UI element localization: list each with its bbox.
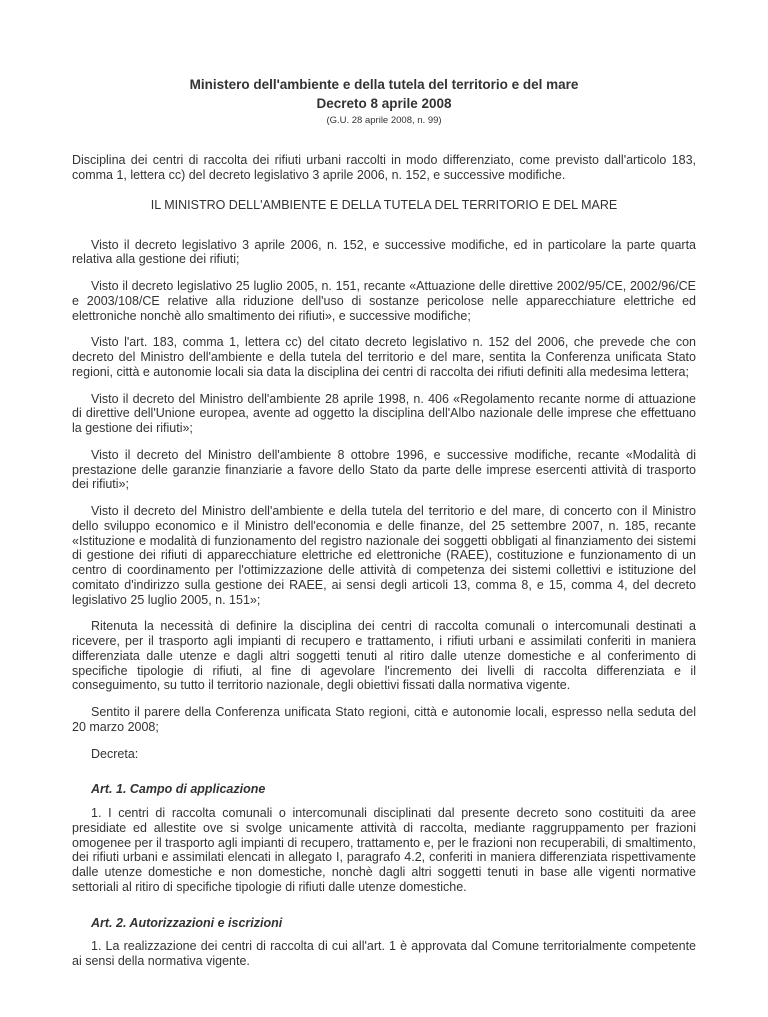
decree-date-heading: Decreto 8 aprile 2008 bbox=[316, 95, 452, 111]
document-title: Ministero dell'ambiente e della tutela del territorio e del mare bbox=[189, 77, 579, 92]
recital-paragraph: Visto il decreto legislativo 3 aprile 2006, n. 152, e successive modifiche, ed in particolare la parte quarta relativa alla gestione dei rifiuti; bbox=[72, 237, 696, 267]
decreta-label: Decreta: bbox=[91, 746, 139, 761]
article-heading: Art. 1. Campo di applicazione bbox=[91, 782, 266, 797]
recital-paragraph: Visto il decreto legislativo 25 luglio 2005, n. 151, recante «Attuazione delle direttive 2002/95/CE, 2002/96/CE e 2003/108/CE relative alla riduzione dell'uso di sostanze pericolose nelle apparecchiature elettriche ed elettroniche nonchè allo smaltimento dei rifiuti», e successive modifiche; bbox=[72, 279, 696, 323]
article-paragraph: 1. La realizzazione dei centri di raccolta di cui all'art. 1 è approvata dal Comune territorialmente competente ai sensi della normativa vigente. bbox=[72, 939, 696, 969]
recital-paragraph: Ritenuta la necessità di definire la disciplina dei centri di raccolta comunali o intercomunali destinati a ricevere, per il trasporto agli impianti di recupero e trattamento, i rifiuti urbani e assimilati conferiti in maniera differenziata dalle utenze e dagli altri soggetti tenuti al ritiro dalle utenze domestiche e al conferimento di specifiche tipologie di rifiuti, al fine di agevolare l'incremento dei livelli di raccolta differenziata e il conseguimento, su tutto il territorio nazionale, degli obiettivi fissati dalla normativa vigente. bbox=[72, 619, 696, 693]
article-heading: Art. 2. Autorizzazioni e iscrizioni bbox=[91, 915, 283, 930]
recital-paragraph: Sentito il parere della Conferenza unificata Stato regioni, città e autonomie locali, espresso nella seduta del 20 marzo 2008; bbox=[72, 705, 696, 734]
minister-heading: IL MINISTRO DELL'AMBIENTE E DELLA TUTELA DEL TERRITORIO E DEL MARE bbox=[150, 197, 618, 212]
recital-paragraph: Visto il decreto del Ministro dell'ambiente e della tutela del territorio e del mare, di concerto con il Ministro dello sviluppo economico e il Ministro dell'economia e delle finanze, del 25 settembre 2007, n. 185, recante «Istituzione e modalità di funzionamento del registro nazionale dei soggetti obbligati al finanziamento dei sistemi di gestione dei rifiuti di apparecchiature elettriche ed elettroniche (RAEE), costituzione e funzionamento di un centro di coordinamento per l'ottimizzazione delle attività di competenza dei sistemi collettivi e istituzione del comitato d'indirizzo sulla gestione dei RAEE, ai sensi degli articoli 13, comma 8, e 15, comma 4, del decreto legislativo 25 luglio 2005, n. 151»; bbox=[72, 504, 696, 607]
article-paragraph: 1. I centri di raccolta comunali o intercomunali disciplinati dal presente decreto sono costituiti da aree presidiate ed allestite ove si svolge unicamente attività di raccolta, mediante raggruppamento per frazioni omogenee per il trasporto agli impianti di recupero, trattamento e, per le frazioni non recuperabili, di smaltimento, dei rifiuti urbani e assimilati elencati in allegato I, paragrafo 4.2, conferiti in maniera differenziata rispettivamente dalle utenze domestiche e non domestiche, nonchè dagli altri soggetti tenuti in base alle vigenti normative settoriali al ritiro di specifiche tipologie di rifiuti dalle utenze domestiche. bbox=[72, 806, 696, 894]
recital-paragraph: Visto l'art. 183, comma 1, lettera cc) del citato decreto legislativo n. 152 del 2006, che prevede che con decreto del Ministro dell'ambiente e della tutela del territorio e del mare, sentita la Conferenza unificata Stato regioni, città e autonomie locali sia data la disciplina dei centri di raccolta dei rifiuti definiti alla medesima lettera; bbox=[72, 335, 696, 379]
recital-paragraph: Visto il decreto del Ministro dell'ambiente 28 aprile 1998, n. 406 «Regolamento recante norme di attuazione di direttive dell'Unione europea, avente ad oggetto la disciplina dell'Albo nazionale delle imprese che effettuano la gestione dei rifiuti»; bbox=[72, 391, 696, 436]
recital-paragraph: Visto il decreto del Ministro dell'ambiente 8 ottobre 1996, e successive modifiche, recante «Modalità di prestazione delle garanzie finanziarie a favore dello Stato da parte delle imprese esercenti attività di trasporto dei rifiuti»; bbox=[72, 447, 696, 492]
gazette-reference: (G.U. 28 aprile 2008, n. 99) bbox=[326, 115, 442, 127]
decree-abstract: Disciplina dei centri di raccolta dei rifiuti urbani raccolti in modo differenziato, come previsto dall'articolo 183, comma 1, lettera cc) del decreto legislativo 3 aprile 2006, n. 152, e successive modifiche. bbox=[72, 153, 696, 183]
article-2 bbox=[72, 916, 696, 969]
article-1 bbox=[72, 782, 696, 894]
